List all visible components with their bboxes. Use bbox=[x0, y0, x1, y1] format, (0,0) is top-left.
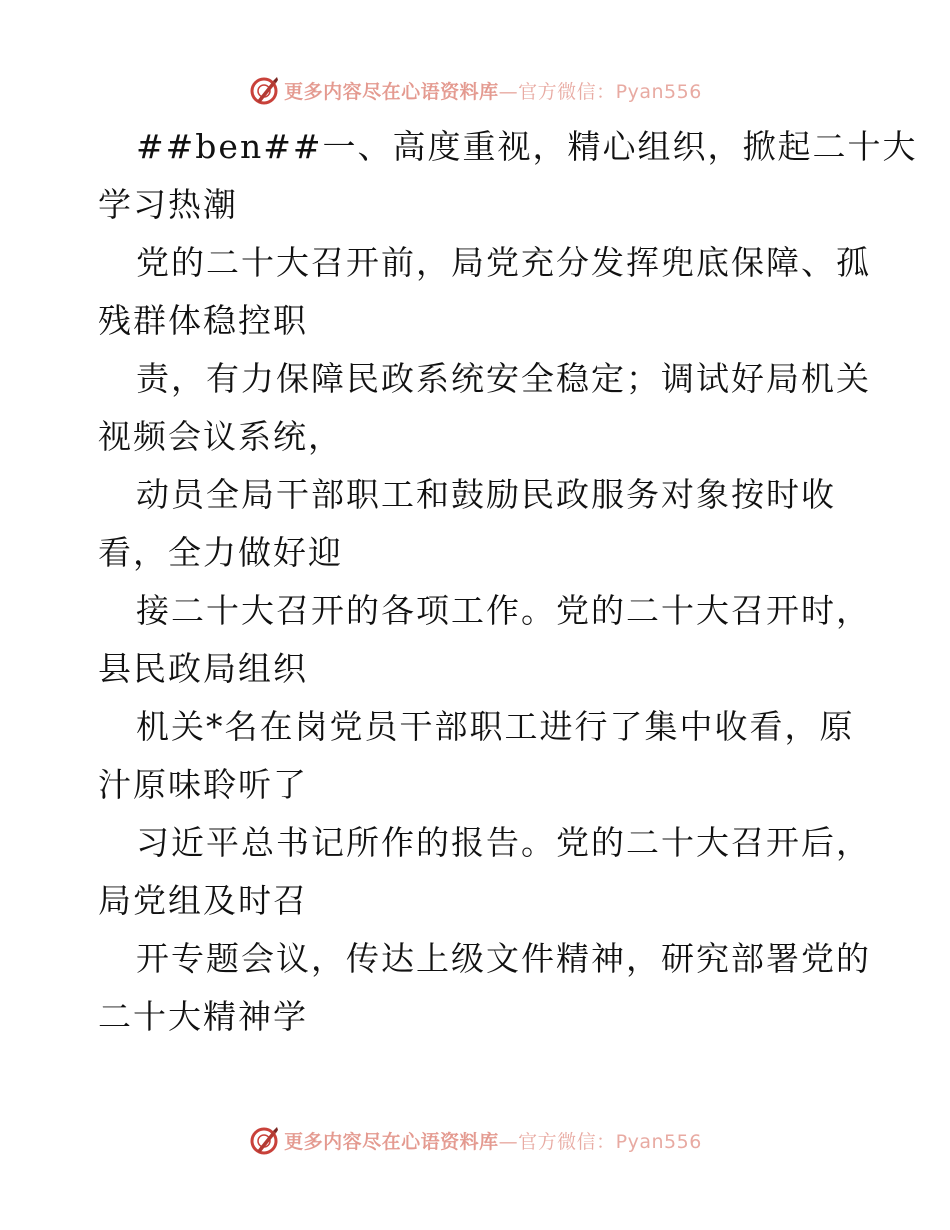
body-line: 视频会议系统， bbox=[98, 417, 343, 456]
body-line: 县民政局组织 bbox=[98, 649, 308, 688]
banner-main-text: 更多内容尽在心语资料库 bbox=[284, 1130, 499, 1153]
body-line: 接二十大召开的各项工作。党的二十大召开时， bbox=[136, 591, 871, 630]
body-line: 机关*名在岗党员干部职工进行了集中收看，原 bbox=[136, 707, 855, 746]
document-body bbox=[98, 118, 918, 1046]
body-line: 残群体稳控职 bbox=[98, 301, 308, 340]
banner-text bbox=[284, 1127, 702, 1154]
body-line: 学习热潮 bbox=[98, 185, 238, 224]
body-line: 动员全局干部职工和鼓励民政服务对象按时收 bbox=[136, 475, 836, 514]
banner-text bbox=[284, 77, 702, 104]
banner-sub-text: 官方微信：Pyan556 bbox=[518, 1130, 702, 1153]
footer-banner bbox=[0, 1120, 950, 1160]
body-line: 习近平总书记所作的报告。党的二十大召开后， bbox=[136, 823, 871, 862]
banner-main-text: 更多内容尽在心语资料库 bbox=[284, 80, 499, 103]
banner-separator: — bbox=[498, 1130, 519, 1153]
body-line: 党的二十大召开前，局党充分发挥兜底保障、孤 bbox=[136, 243, 871, 282]
body-line: 局党组及时召 bbox=[98, 881, 308, 920]
body-line: 开专题会议，传达上级文件精神，研究部署党的 bbox=[136, 939, 871, 978]
banner-separator: — bbox=[498, 80, 519, 103]
banner-sub-text: 官方微信：Pyan556 bbox=[518, 80, 702, 103]
pen-logo-icon bbox=[248, 74, 280, 106]
header-banner bbox=[0, 70, 950, 110]
body-line: 汁原味聆听了 bbox=[98, 765, 308, 804]
body-line: 责，有力保障民政系统安全稳定；调试好局机关 bbox=[136, 359, 871, 398]
body-line: ##ben##一、高度重视，精心组织，掀起二十大 bbox=[136, 127, 918, 166]
pen-logo-icon bbox=[248, 1124, 280, 1156]
body-line: 二十大精神学 bbox=[98, 997, 308, 1036]
body-line: 看，全力做好迎 bbox=[98, 533, 343, 572]
